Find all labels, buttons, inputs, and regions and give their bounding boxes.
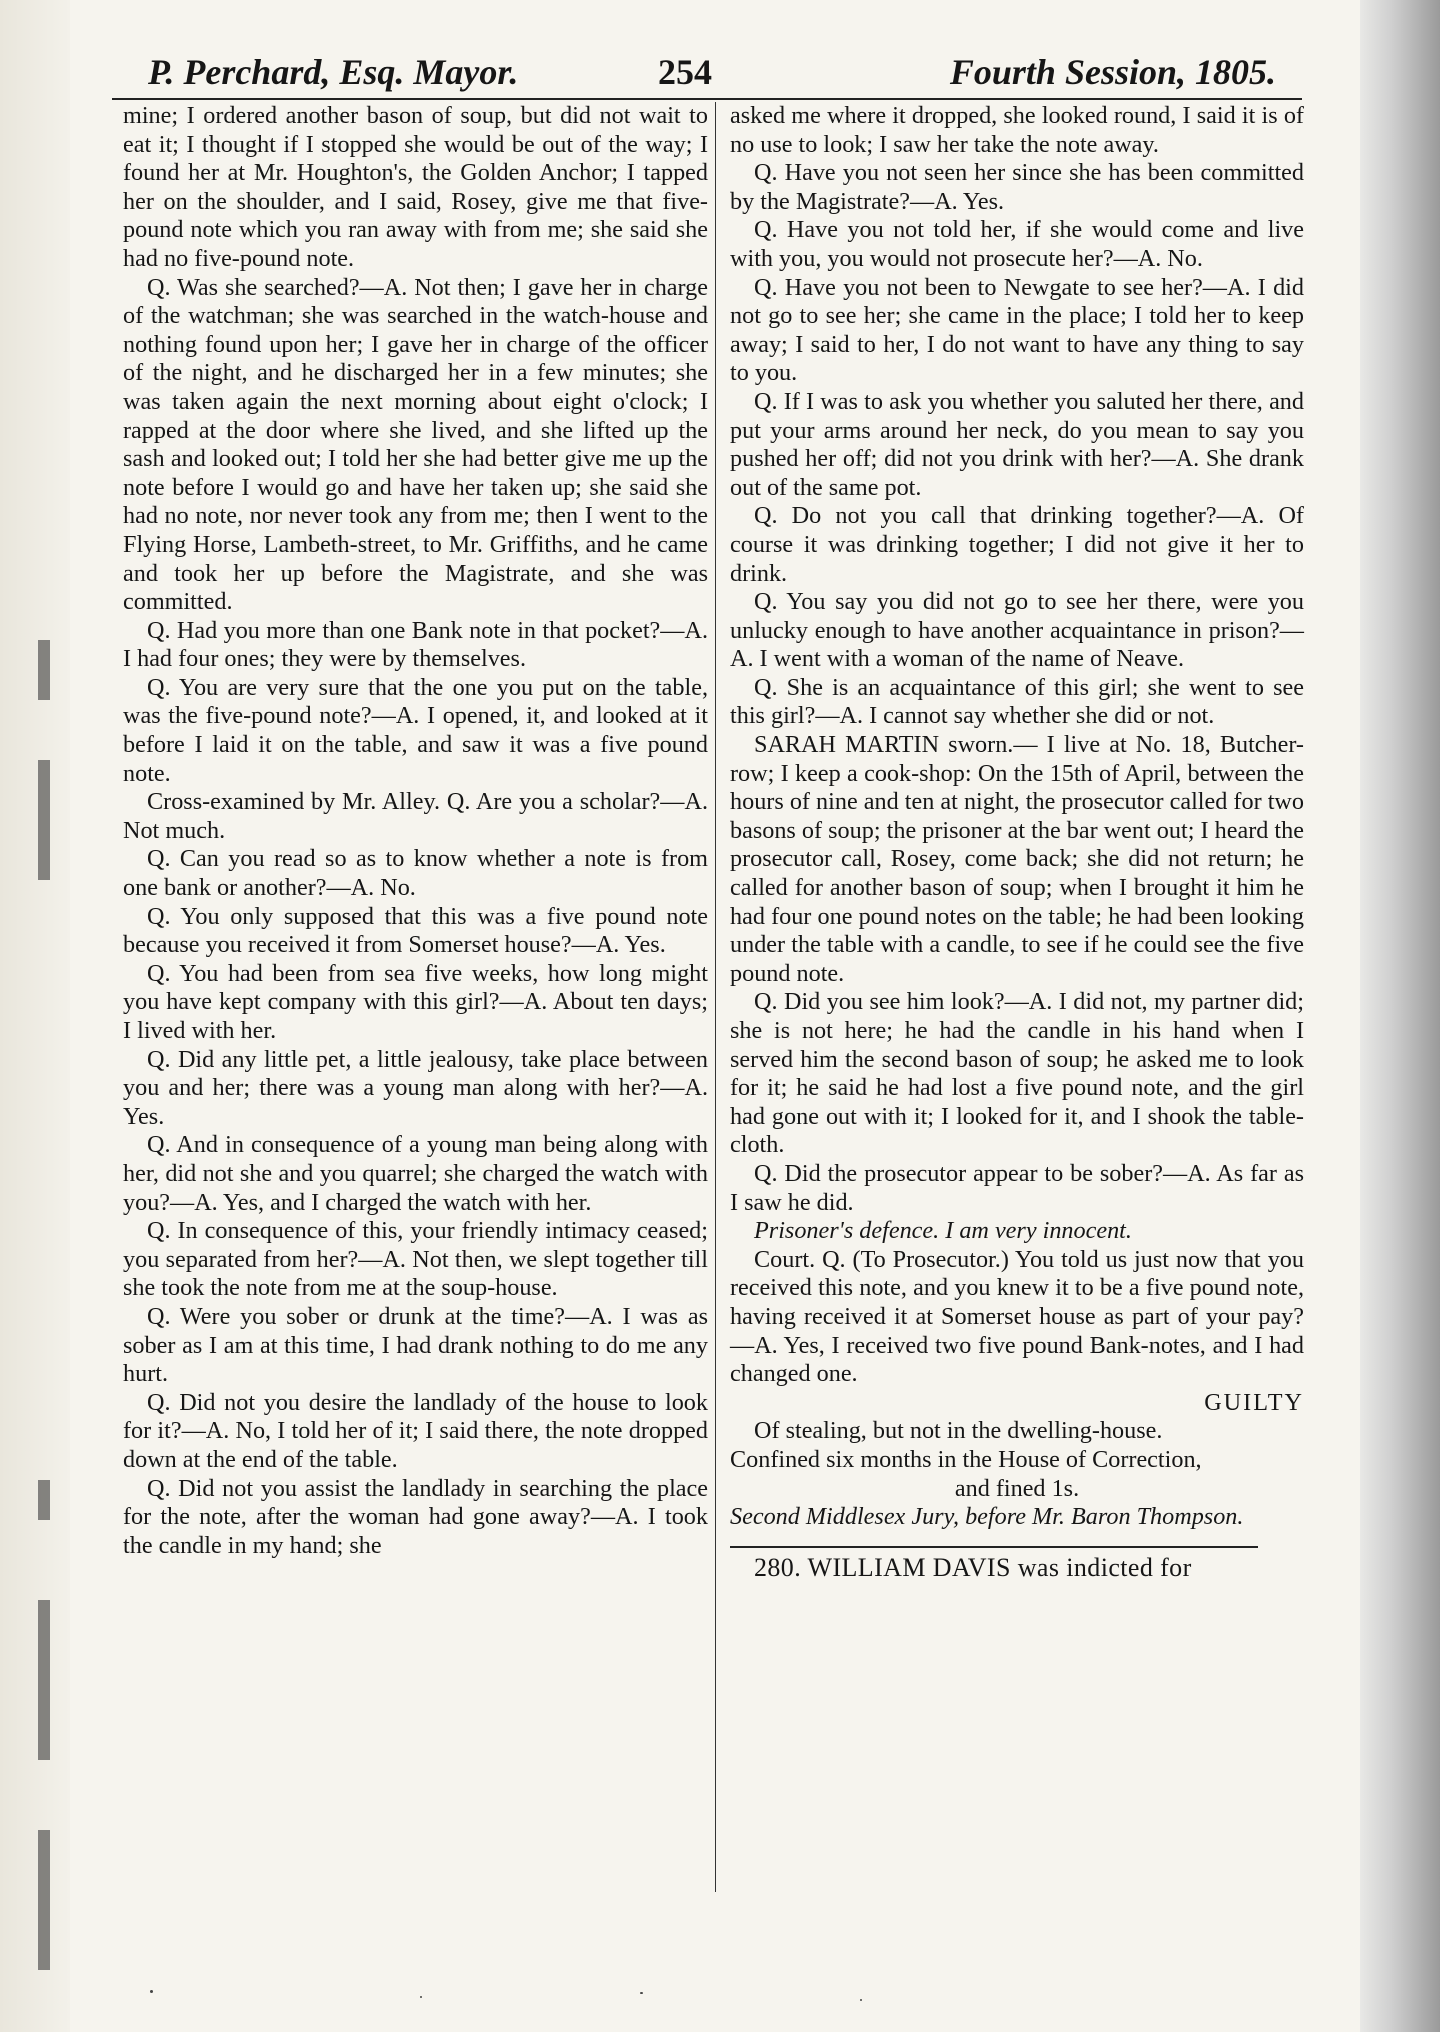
scan-speck — [420, 1996, 422, 1998]
scan-speck — [150, 1990, 153, 1993]
next-case-heading: 280. WILLIAM DAVIS was indicted for — [754, 1552, 1192, 1582]
paragraph: Q. Did not you assist the landlady in searching the place for the note, after the woman had gone away?—A. I took the candle in my hand; she — [123, 1474, 708, 1559]
paragraph: Q. And in consequence of a young man being along with her, did not she and you quarrel; she charged the watch with you?—A. Yes, and I charged the watch with her. — [123, 1131, 708, 1216]
paragraph: Q. You are very sure that the one you put on the table, was the five-pound note?—A. I opened, it, and looked at it before I laid it on the table, and saw it was a five pound note. — [123, 673, 708, 787]
left-column — [123, 102, 708, 1560]
scan-speck — [640, 1992, 643, 1994]
running-header — [148, 50, 1276, 94]
header-right: Fourth Session, 1805. — [949, 52, 1276, 92]
paragraph: asked me where it dropped, she looked round, I said it is of no use to look; I saw her take the note away. — [730, 102, 1304, 158]
paragraph: Q. Was she searched?—A. Not then; I gave her in charge of the watchman; she was searched in the watch-house and nothing found upon her; I gave her in charge of the officer of the night, and he discharged her in a few minutes; she was taken again the next morning about eight o'clock; I rapped at the door where she lived, and she lifted up the sash and looked out; I told her she had better give me up the note before I would go and have her taken up; she said she had no note, nor never took any from me; then I went to the Flying Horse, Lambeth-street, to Mr. Griffiths, and he came and took her up before the Magistrate, and she was committed. — [123, 273, 708, 616]
paragraph: Q. Had you more than one Bank note in that pocket?—A. I had four ones; they were by themselves. — [123, 616, 708, 673]
page-left-margin — [0, 0, 70, 2032]
paragraph: Q. You only supposed that this was a five pound note because you received it from Somerset house?—A. Yes. — [123, 902, 708, 959]
paragraph: Q. In consequence of this, your friendly intimacy ceased; you separated from her?—A. Not then, we slept together till she took the note from me at the soup-house. — [123, 1217, 708, 1302]
sentence: Confined six months in the House of Correction, — [730, 1445, 1202, 1473]
header-left: P. Perchard, Esq. Mayor. — [148, 52, 519, 92]
paragraph: Q. Do not you call that drinking together?—A. Of course it was drinking together; I did not give it her to drink. — [730, 502, 1304, 587]
paragraph: Q. Have you not told her, if she would come and live with you, you would not prosecute her?—A. No. — [730, 216, 1304, 272]
paragraph: Q. Did not you desire the landlady of the house to look for it?—A. No, I told her of it; I said there, the note dropped down at the end of the table. — [123, 1388, 708, 1473]
scan-speck — [860, 1999, 862, 2001]
paragraph: mine; I ordered another bason of soup, but did not wait to eat it; I thought if I stopped she would be out of the way; I found her at Mr. Houghton's, the Golden Anchor; I tapped her on the shoulder, and I said, Rosey, give me that five-pound note which you ran away with from me; she said she had no five-pound note. — [123, 102, 708, 272]
prisoner-defence: Prisoner's defence. I am very innocent. — [754, 1217, 1132, 1245]
header-rule — [112, 98, 1302, 100]
section-rule — [730, 1546, 1258, 1548]
paragraph: Cross-examined by Mr. Alley. Q. Are you a scholar?—A. Not much. — [123, 788, 708, 844]
paragraph: Q. Did you see him look?—A. I did not, my partner did; she is not here; he had the candle in his hand when I served him the second bason of soup; he asked me to look for it; he said he had lost a five pound note, and the girl had gone out with it; I looked for it, and I shook the table-cloth. — [730, 988, 1304, 1159]
court-question: Court. Q. (To Prosecutor.) You told us just now that you received this note, and you knew it to be a five pound note, having received it at Somerset house as part of your pay?—A. Yes, I received two five pound Bank-notes, and I had changed one. — [730, 1245, 1304, 1388]
scan-shadow — [1360, 0, 1440, 2032]
paragraph: Q. You say you did not go to see her there, were you unlucky enough to have another acquaintance in prison?—A. I went with a woman of the name of Neave. — [730, 588, 1304, 673]
paragraph: Q. Can you read so as to know whether a note is from one bank or another?—A. No. — [123, 845, 708, 902]
witness-testimony: SARAH MARTIN sworn.— I live at No. 18, Butcher-row; I keep a cook-shop: On the 15th of April, between the hours of nine and ten at night, the prosecutor called for two basons of soup; the prisoner at the bar went out; I heard the prosecutor call, Rosey, come back; she did not return; he called for another bason of soup; when I brought it him he had four one pound notes on the table; he had been looking under the table with a candle, to see if he could see the five pound note. — [730, 731, 1304, 987]
paragraph: Q. Have you not been to Newgate to see her?—A. I did not go to see her; she came in the place; I told her to keep away; I said to her, I do not want to have any thing to say to you. — [730, 273, 1304, 387]
paragraph: Q. If I was to ask you whether you saluted her there, and put your arms around her neck, do you mean to say you pushed her off; did not you drink with her?—A. She drank out of the same pot. — [730, 387, 1304, 501]
fine: and fined 1s. — [954, 1474, 1080, 1502]
right-column — [730, 102, 1304, 1582]
paragraph: Q. Did the prosecutor appear to be sober?—A. As far as I saw he did. — [730, 1159, 1304, 1216]
paragraph: Q. You had been from sea five weeks, how long might you have kept company with this girl?—A. About ten days; I lived with her. — [123, 959, 708, 1044]
paragraph: Q. Were you sober or drunk at the time?—A. I was as sober as I am at this time, I had drank nothing to do me any hurt. — [123, 1302, 708, 1388]
page-number: 254 — [658, 52, 712, 92]
jury-line: Second Middlesex Jury, before Mr. Baron Thompson. — [730, 1503, 1244, 1531]
page-right-margin — [1360, 0, 1440, 2032]
paragraph: Q. Have you not seen her since she has been committed by the Magistrate?—A. Yes. — [730, 159, 1304, 215]
verdict-detail: Of stealing, but not in the dwelling-house. — [754, 1417, 1163, 1445]
paragraph: Q. Did any little pet, a little jealousy, take place between you and her; there was a young man along with her?—A. Yes. — [123, 1045, 708, 1130]
paragraph: Q. She is an acquaintance of this girl; she went to see this girl?—A. I cannot say whether she did or not. — [730, 673, 1304, 730]
column-divider — [715, 102, 716, 1892]
verdict: GUILTY — [1204, 1388, 1304, 1416]
